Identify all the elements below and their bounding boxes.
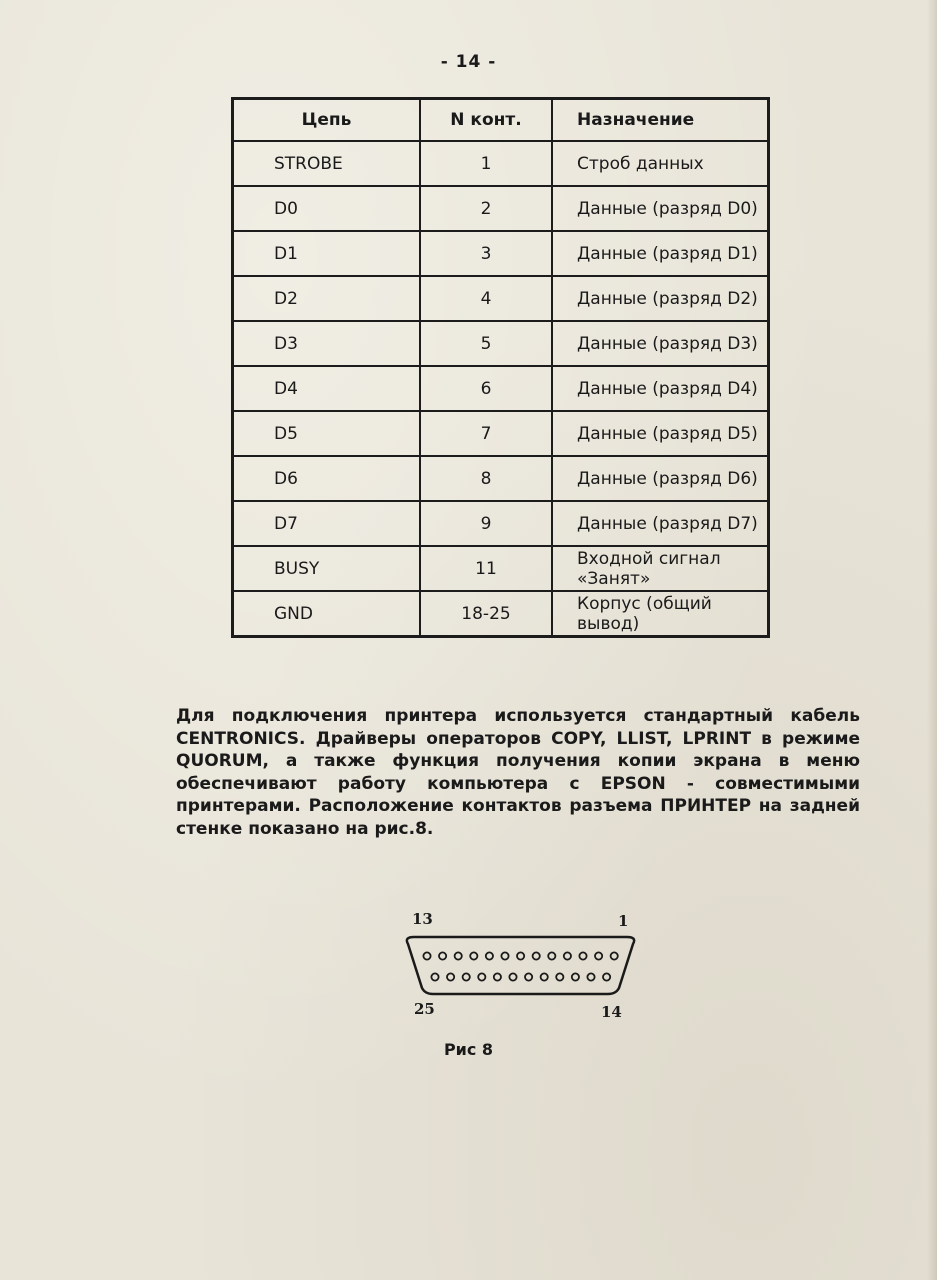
connector-pin: [517, 952, 524, 959]
cell-pin-number: 9: [420, 501, 552, 546]
connector-pin: [579, 952, 586, 959]
cell-purpose: Данные (разряд D4): [552, 366, 769, 411]
cell-circuit: BUSY: [233, 546, 421, 591]
connector-pin: [533, 952, 540, 959]
cell-purpose: Корпус (общий вывод): [552, 591, 769, 637]
connector-pin: [564, 952, 571, 959]
connector-pin: [439, 952, 446, 959]
cell-purpose: Данные (разряд D0): [552, 186, 769, 231]
pin-label-25: 25: [414, 1000, 435, 1018]
cell-circuit: STROBE: [233, 141, 421, 186]
db25-connector-figure: [398, 904, 643, 1024]
connector-pin: [572, 973, 579, 980]
connector-pin: [525, 973, 532, 980]
table-row: [233, 186, 769, 231]
cell-circuit: D7: [233, 501, 421, 546]
cell-purpose: Данные (разряд D1): [552, 231, 769, 276]
table-row: [233, 546, 769, 591]
table-row: [233, 456, 769, 501]
header-purpose: Назначение: [552, 99, 769, 142]
cell-circuit: D3: [233, 321, 421, 366]
pin-label-13: 13: [412, 910, 433, 928]
cell-circuit: D4: [233, 366, 421, 411]
pin-label-14: 14: [601, 1003, 622, 1021]
cell-pin-number: 18-25: [420, 591, 552, 637]
connector-pin: [556, 973, 563, 980]
connector-pin: [509, 973, 516, 980]
cell-circuit: D2: [233, 276, 421, 321]
header-pin-number: N конт.: [420, 99, 552, 142]
connector-pin: [463, 973, 470, 980]
cell-purpose: Входной сигнал «Занят»: [552, 546, 769, 591]
cell-circuit: D5: [233, 411, 421, 456]
connector-pin: [486, 952, 493, 959]
cell-pin-number: 5: [420, 321, 552, 366]
cell-pin-number: 8: [420, 456, 552, 501]
cell-purpose: Данные (разряд D5): [552, 411, 769, 456]
scan-edge-shadow: [927, 0, 937, 1280]
cell-pin-number: 6: [420, 366, 552, 411]
cell-pin-number: 7: [420, 411, 552, 456]
cell-purpose: Данные (разряд D6): [552, 456, 769, 501]
cell-circuit: D1: [233, 231, 421, 276]
connector-pin: [611, 952, 618, 959]
cell-purpose: Строб данных: [552, 141, 769, 186]
connector-pin: [501, 952, 508, 959]
header-circuit: Цепь: [233, 99, 421, 142]
table-body: [233, 141, 769, 637]
pin-row-top: [423, 952, 617, 959]
cell-pin-number: 2: [420, 186, 552, 231]
connector-pin: [494, 973, 501, 980]
cell-pin-number: 11: [420, 546, 552, 591]
table-row: [233, 141, 769, 186]
cell-pin-number: 4: [420, 276, 552, 321]
table-row: [233, 591, 769, 637]
cell-purpose: Данные (разряд D2): [552, 276, 769, 321]
cell-purpose: Данные (разряд D7): [552, 501, 769, 546]
body-paragraph: Для подключения принтера используется стандартный кабель CENTRONICS. Драйверы операторов COPY, LLIST, LPRINT в режиме QUORUM, а также функция получения копии экрана в меню обеспечивают работу компьютера с EPSON - совместимыми принтерами. Расположение контактов разъема ПРИНТЕР на задней стенке показано на рис.8.: [176, 706, 860, 839]
table-row: [233, 276, 769, 321]
connector-pin: [470, 952, 477, 959]
pinout-table: [231, 97, 770, 638]
connector-pin: [478, 973, 485, 980]
table-row: [233, 231, 769, 276]
cell-pin-number: 3: [420, 231, 552, 276]
connector-pin: [423, 952, 430, 959]
table-row: [233, 321, 769, 366]
connector-pin: [587, 973, 594, 980]
table-row: [233, 366, 769, 411]
cell-pin-number: 1: [420, 141, 552, 186]
table-row: [233, 501, 769, 546]
connector-pin: [455, 952, 462, 959]
table-row: [233, 411, 769, 456]
connector-outline: [407, 937, 634, 994]
connector-pin: [603, 973, 610, 980]
cell-circuit: GND: [233, 591, 421, 637]
pin-row-bottom: [431, 973, 610, 980]
table-header-row: [233, 99, 769, 142]
figure-caption: Рис 8: [443, 1040, 494, 1059]
pin-label-1: 1: [618, 912, 629, 930]
connector-pin: [447, 973, 454, 980]
connector-pin: [431, 973, 438, 980]
page-number: - 14 -: [440, 52, 497, 72]
connector-pin: [595, 952, 602, 959]
cell-circuit: D0: [233, 186, 421, 231]
connector-pin: [548, 952, 555, 959]
cell-purpose: Данные (разряд D3): [552, 321, 769, 366]
cell-circuit: D6: [233, 456, 421, 501]
connector-pin: [541, 973, 548, 980]
